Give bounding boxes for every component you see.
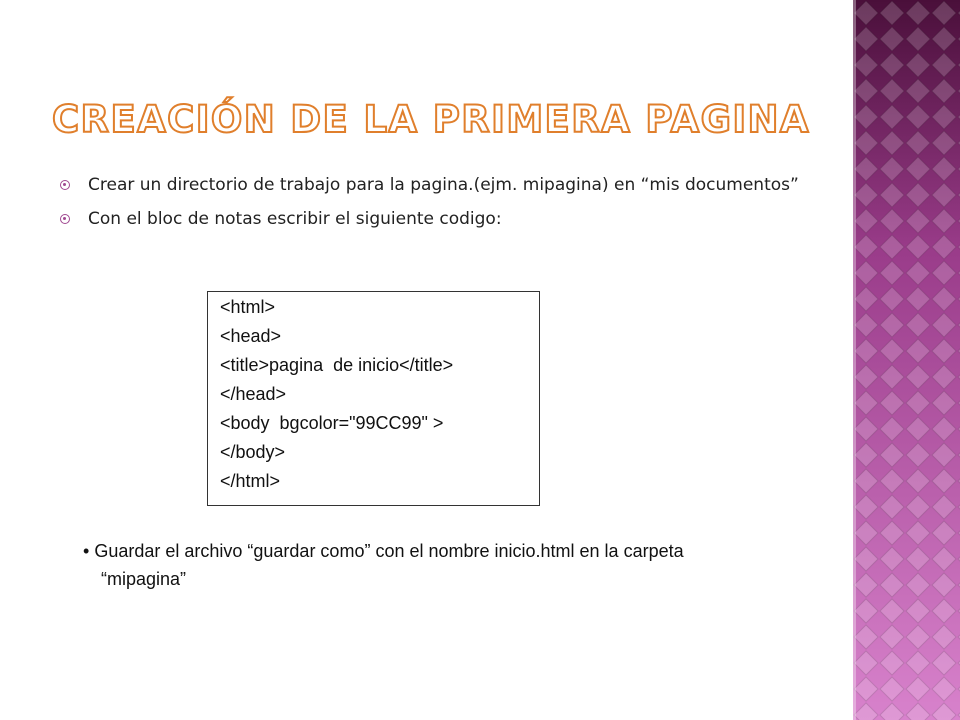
bullet-text: Crear un directorio de trabajo para la pagina.(ejm. mipagina) en “mis documentos”: [88, 175, 799, 195]
bullet-list: [58, 174, 858, 242]
circle-bullet-icon: [60, 180, 70, 190]
code-line: <html>: [220, 297, 276, 317]
note-line-1: [83, 537, 883, 565]
note-bullet: •: [83, 541, 90, 561]
note-text-2: “mipagina”: [101, 569, 187, 589]
note-text-1: Guardar el archivo “guardar como” con el nombre inicio.html en la carpeta: [94, 541, 684, 561]
code-line: <head>: [220, 326, 282, 346]
diamond-pattern: [853, 0, 960, 720]
code-line: </head>: [220, 384, 287, 404]
bullet-item: [58, 174, 858, 198]
circle-bullet-icon: [60, 214, 70, 224]
decorative-side-band: [853, 0, 960, 720]
code-line: <title>pagina de inicio</title>: [220, 355, 454, 375]
code-line: </html>: [220, 471, 281, 491]
code-line: <body bgcolor="99CC99" >: [220, 413, 444, 433]
slide-title: CREACIÓN DE LA PRIMERA PAGINA: [52, 98, 810, 141]
bullet-item: [58, 208, 858, 232]
code-line: </body>: [220, 442, 286, 462]
code-box: [207, 291, 540, 506]
bullet-text: Con el bloc de notas escribir el siguiente codigo:: [88, 208, 502, 229]
save-instruction: [83, 537, 883, 593]
